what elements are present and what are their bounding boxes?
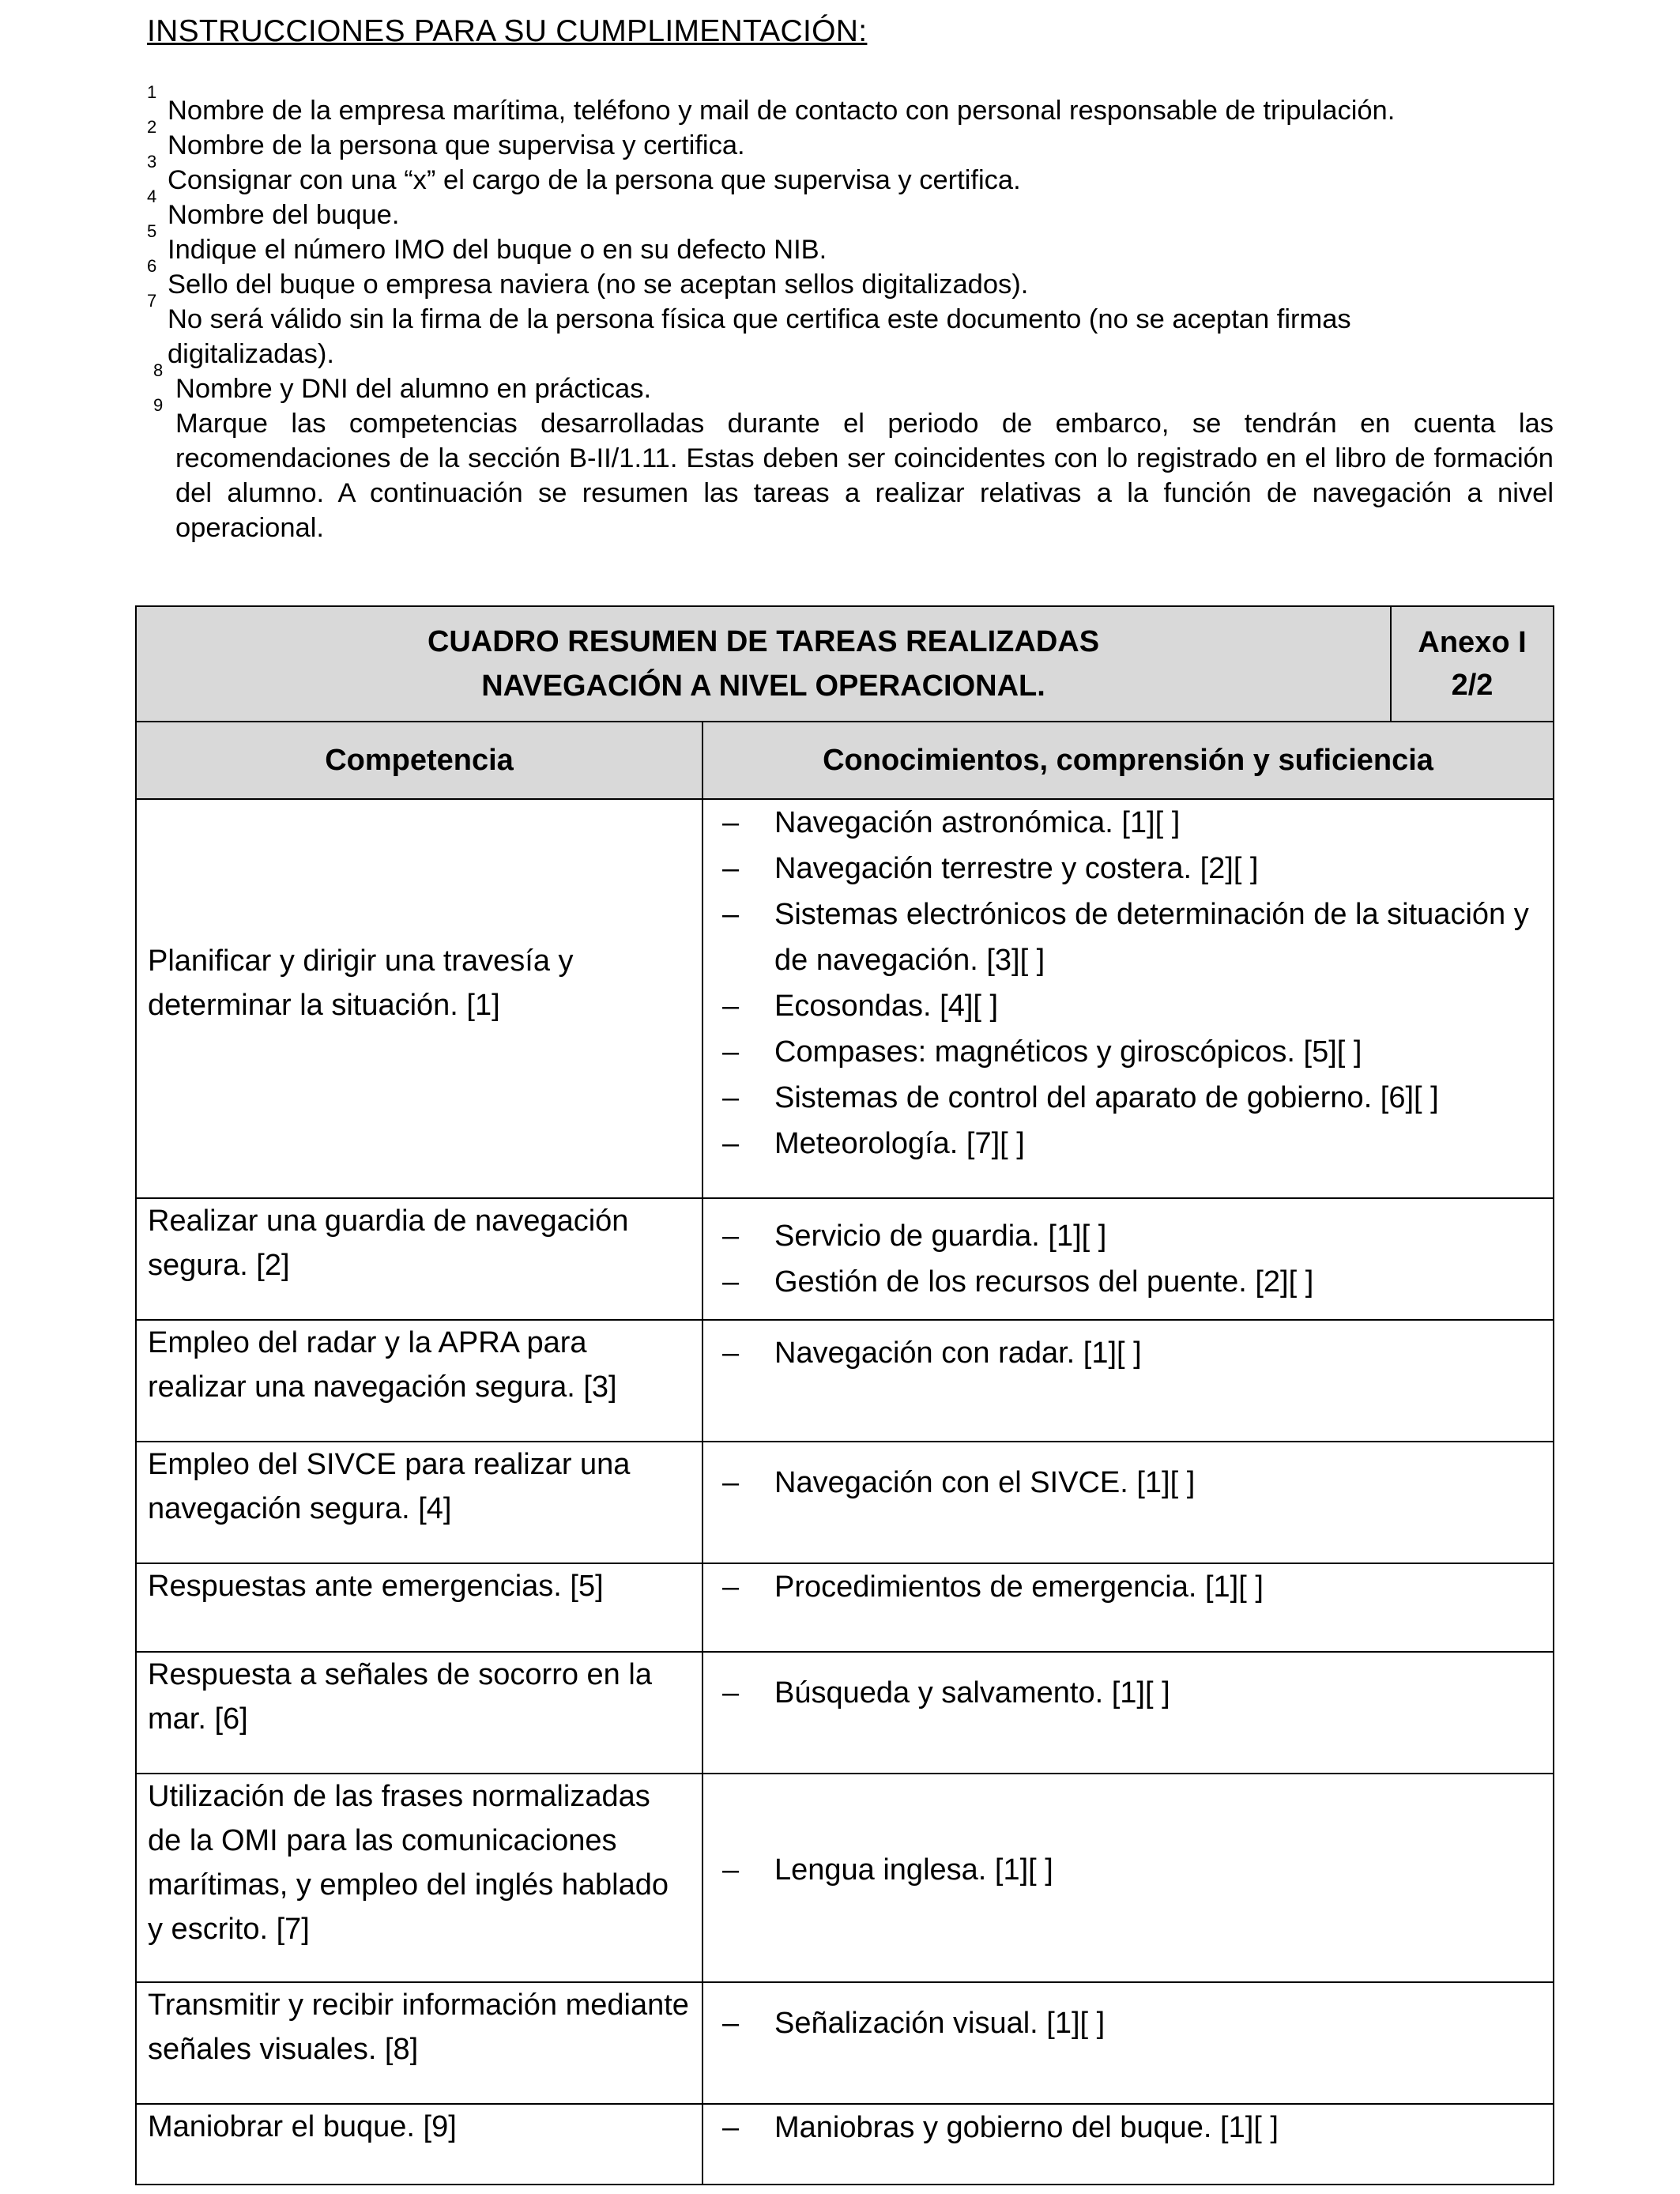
table-row xyxy=(136,1442,1554,1563)
table-row xyxy=(136,1198,1554,1320)
note-number: 2 xyxy=(147,117,157,137)
list-item: – Sistemas de control del aparato de gobierno. [6][ ] xyxy=(722,1081,1439,1114)
note-text: Nombre de la persona que supervisa y certifica. xyxy=(168,130,745,160)
list-item: – Búsqueda y salvamento. [1][ ] xyxy=(722,1676,1170,1710)
conocimientos-cell xyxy=(703,799,1554,1198)
conocimientos-cell xyxy=(703,1442,1554,1563)
list-item: – Sistemas electrónicos de determinación de la situación y de navegación. [3][ ] xyxy=(722,898,1529,977)
column-header-competencia: Competencia xyxy=(136,722,703,799)
table-row xyxy=(136,1982,1554,2104)
instructions-heading: INSTRUCCIONES PARA SU CUMPLIMENTACIÓN: xyxy=(147,14,868,48)
table-row xyxy=(136,799,1554,1198)
list-item: – Lengua inglesa. [1][ ] xyxy=(722,1853,1053,1887)
list-item: – Compases: magnéticos y giroscópicos. [5][ ] xyxy=(722,1035,1362,1069)
list-item: – Navegación terrestre y costera. [2][ ] xyxy=(722,852,1259,885)
list-item: – Maniobras y gobierno del buque. [1][ ] xyxy=(722,2111,1279,2144)
annex-line: 2/2 xyxy=(1451,669,1494,702)
conocimientos-cell xyxy=(703,1774,1554,1982)
list-item: – Señalización visual. [1][ ] xyxy=(722,2007,1106,2040)
note-text: Indique el número IMO del buque o en su defecto NIB. xyxy=(168,235,827,265)
competencia-cell: Respuesta a señales de socorro en la mar. [6] xyxy=(136,1652,703,1774)
note-text: Consignar con una “x” el cargo de la persona que supervisa y certifica. xyxy=(168,165,1021,195)
table-row xyxy=(136,1320,1554,1442)
note-number: 6 xyxy=(147,256,157,276)
list-item: – Meteorología. [7][ ] xyxy=(722,1127,1025,1160)
table-title-row xyxy=(136,606,1554,722)
note-text: No será válido sin la firma de la persona física que certifica este documento (no se aceptan firmas digitalizadas). xyxy=(168,304,1351,369)
note-3 xyxy=(147,152,1554,198)
note-8 xyxy=(147,360,1554,406)
note-text: Sello del buque o empresa naviera (no se aceptan sellos digitalizados). xyxy=(168,270,1029,300)
note-number: 4 xyxy=(147,187,157,206)
note-1 xyxy=(147,82,1554,128)
conocimientos-cell xyxy=(703,2104,1554,2185)
table-row xyxy=(136,2104,1554,2185)
conocimientos-cell xyxy=(703,1652,1554,1774)
column-header-conocimientos: Conocimientos, comprensión y suficiencia xyxy=(703,722,1554,799)
note-text: Nombre y DNI del alumno en prácticas. xyxy=(175,374,652,404)
list-item: – Navegación con el SIVCE. [1][ ] xyxy=(722,1466,1196,1499)
column-header-row xyxy=(136,722,1554,799)
summary-table xyxy=(135,605,1554,2185)
table-title xyxy=(136,606,1391,722)
competencia-cell: Empleo del SIVCE para realizar una navegación segura. [4] xyxy=(136,1442,703,1563)
table-row xyxy=(136,1774,1554,1982)
note-number: 5 xyxy=(147,221,157,241)
note-9 xyxy=(147,395,1554,545)
list-item: – Navegación con radar. [1][ ] xyxy=(722,1336,1142,1370)
note-text: Nombre del buque. xyxy=(168,200,400,230)
annex-label xyxy=(1391,606,1554,722)
note-text: Nombre de la empresa marítima, teléfono y mail de contacto con personal responsable de tripulación. xyxy=(168,96,1396,126)
competencia-cell: Transmitir y recibir información mediante señales visuales. [8] xyxy=(136,1982,703,2104)
note-5 xyxy=(147,221,1554,267)
note-number: 9 xyxy=(153,395,164,415)
competencia-cell: Utilización de las frases normalizadas de la OMI para las comunicaciones marítimas, y empleo del inglés hablado y escrito. [7] xyxy=(136,1774,703,1982)
table-row xyxy=(136,1563,1554,1652)
note-number: 3 xyxy=(147,152,157,172)
note-number: 7 xyxy=(147,291,157,311)
list-item: – Gestión de los recursos del puente. [2][ ] xyxy=(722,1265,1314,1299)
note-number: 8 xyxy=(153,360,164,380)
note-text: Marque las competencias desarrolladas durante el periodo de embarco, se tendrán en cuenta las recomendaciones de la sección B-II/1.11. Estas deben ser coincidentes con lo registrado en el libro de formación del alumno. A continuación se resumen las tareas a realizar relativas a la función de navegación a nivel operacional. xyxy=(175,409,1554,543)
note-number: 1 xyxy=(147,82,157,102)
list-item: – Servicio de guardia. [1][ ] xyxy=(722,1220,1107,1253)
note-7 xyxy=(147,291,1554,371)
table-title-line: NAVEGACIÓN A NIVEL OPERACIONAL. xyxy=(481,669,1045,703)
list-item: – Procedimientos de emergencia. [1][ ] xyxy=(722,1570,1264,1604)
conocimientos-cell xyxy=(703,1982,1554,2104)
note-4 xyxy=(147,187,1554,232)
conocimientos-cell xyxy=(703,1198,1554,1320)
competencia-cell: Realizar una guardia de navegación segura. [2] xyxy=(136,1198,703,1320)
list-item: – Ecosondas. [4][ ] xyxy=(722,990,999,1023)
competencia-cell: Planificar y dirigir una travesía y determinar la situación. [1] xyxy=(136,799,703,1198)
conocimientos-cell xyxy=(703,1320,1554,1442)
competencia-cell: Respuestas ante emergencias. [5] xyxy=(136,1563,703,1652)
competencia-cell: Empleo del radar y la APRA para realizar una navegación segura. [3] xyxy=(136,1320,703,1442)
instructions-notes xyxy=(147,82,1554,545)
competencia-cell: Maniobrar el buque. [9] xyxy=(136,2104,703,2185)
table-row xyxy=(136,1652,1554,1774)
annex-line: Anexo I xyxy=(1418,626,1527,659)
table-title-line: CUADRO RESUMEN DE TAREAS REALIZADAS xyxy=(427,625,1100,658)
note-6 xyxy=(147,256,1554,302)
conocimientos-cell xyxy=(703,1563,1554,1652)
list-item: – Navegación astronómica. [1][ ] xyxy=(722,806,1181,839)
note-2 xyxy=(147,117,1554,163)
